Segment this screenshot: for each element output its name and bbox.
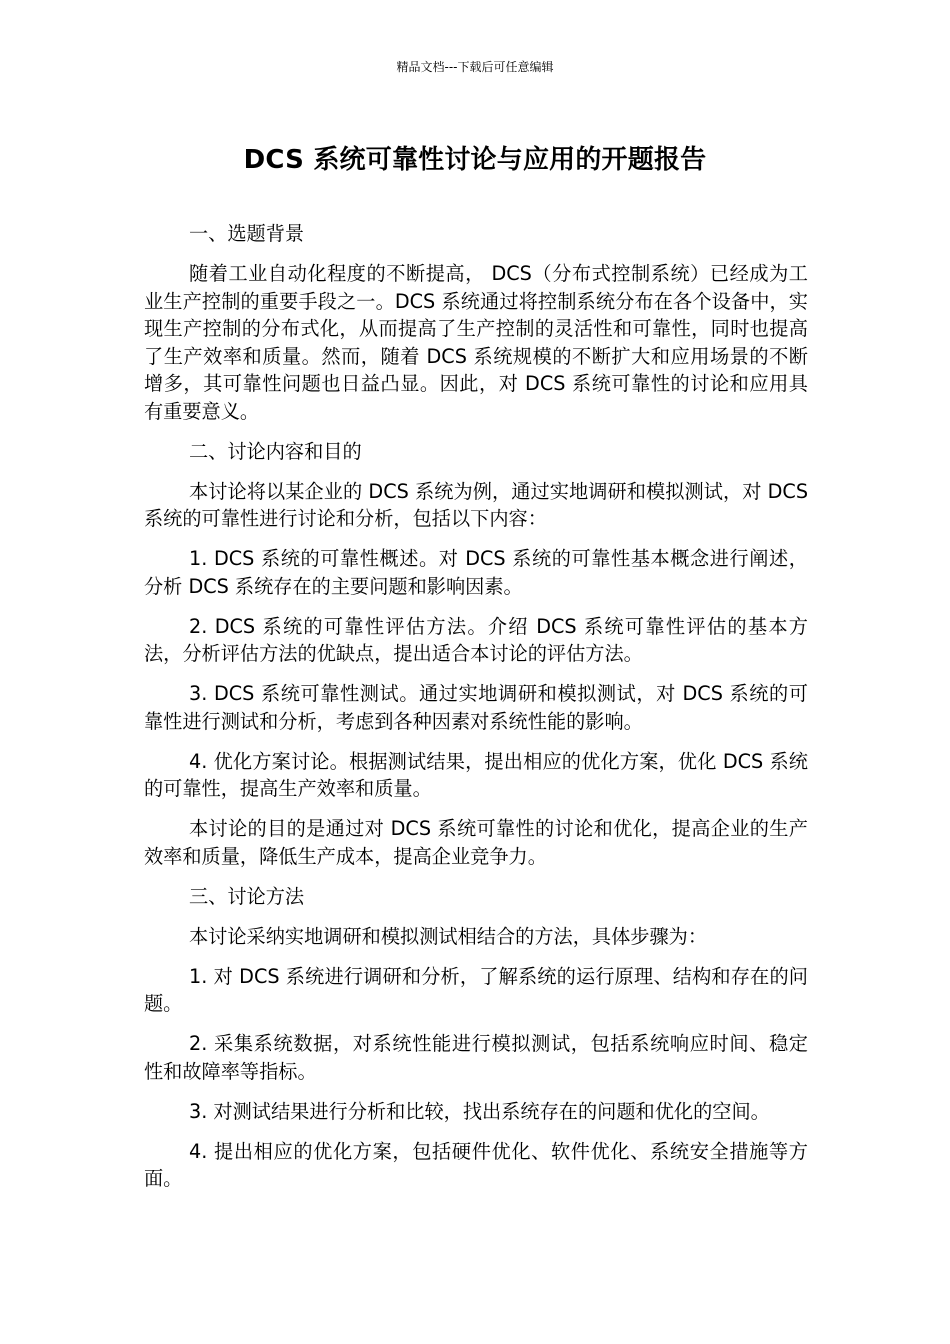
list-item-method-3: 3. 对测试结果进行分析和比较，找出系统存在的问题和优化的空间。 [189,1099,770,1123]
list-item-content-1: 1. DCS 系统的可靠性概述。对 DCS 系统的可靠性基本概念进行阐述，分析 DCS 系统存在的主要问题和影响因素。 [144,547,808,598]
list-item-method-1: 1. 对 DCS 系统进行调研和分析，了解系统的运行原理、结构和存在的问题。 [144,964,808,1015]
section-heading-content-purpose: 二、讨论内容和目的 [189,439,362,463]
list-item-content-4: 4. 优化方案讨论。根据测试结果，提出相应的优化方案，优化 DCS 系统的可靠性，提高生产效率和质量。 [144,749,808,800]
paragraph-background: 随着工业自动化程度的不断提高， DCS（分布式控制系统）已经成为工业生产控制的重要手段之一。DCS 系统通过将控制系统分布在各个设备中，实现生产控制的分布式化，从而提高了生产控制的灵活性和可靠性，同时也提高了生产效率和质量。然而，随着 DCS 系统规模的不断扩大和应用场景的不断增多，其可靠性问题也日益凸显。因此，对 DCS 系统可靠性的讨论和应用具有重要意义。 [144,262,808,423]
paragraph-intro-content: 本讨论将以某企业的 DCS 系统为例，通过实地调研和模拟测试，对 DCS 系统的可靠性进行讨论和分析，包括以下内容： [144,479,808,530]
list-item-content-2: 2. DCS 系统的可靠性评估方法。介绍 DCS 系统可靠性评估的基本方法，分析评估方法的优缺点，提出适合本讨论的评估方法。 [144,614,808,665]
list-item-method-4: 4. 提出相应的优化方案，包括硬件优化、软件优化、系统安全措施等方面。 [144,1139,808,1190]
paragraph-method-intro: 本讨论采纳实地调研和模拟测试相结合的方法，具体步骤为： [189,924,708,948]
document-title: DCS 系统可靠性讨论与应用的开题报告 [243,145,707,175]
paragraph-purpose: 本讨论的目的是通过对 DCS 系统可靠性的讨论和优化，提高企业的生产效率和质量，降低生产成本，提高企业竞争力。 [144,817,808,868]
list-item-method-2: 2. 采集系统数据，对系统性能进行模拟测试，包括系统响应时间、稳定性和故障率等指标。 [144,1032,808,1083]
document-body [144,220,808,1205]
header-note: 精品文档---下载后可任意编辑 [396,60,554,74]
section-heading-method: 三、讨论方法 [189,884,305,908]
list-item-content-3: 3. DCS 系统可靠性测试。通过实地调研和模拟测试，对 DCS 系统的可靠性进行测试和分析，考虑到各种因素对系统性能的影响。 [144,682,808,733]
section-heading-background: 一、选题背景 [189,222,305,245]
